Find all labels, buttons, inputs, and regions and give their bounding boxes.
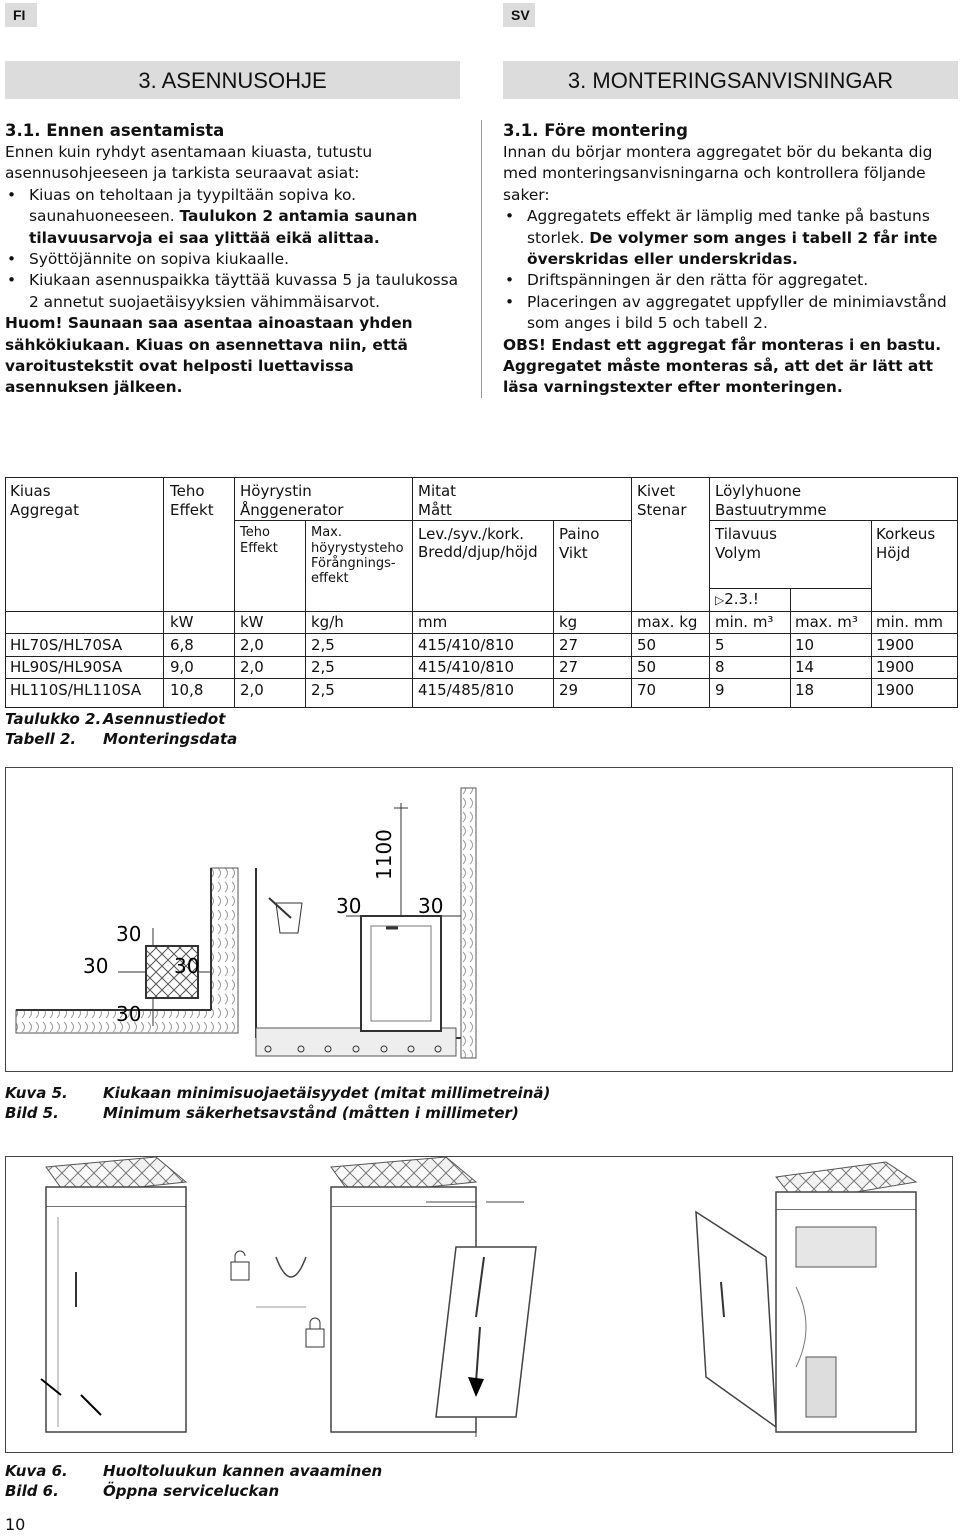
table-header: Volym	[715, 544, 761, 562]
table-header: Bredd/djup/höjd	[418, 543, 538, 561]
top-view	[16, 868, 238, 1033]
distance-label: 30	[83, 954, 109, 978]
table-cell: HL70S/HL70SA	[10, 636, 123, 654]
table-gridline	[709, 588, 871, 589]
unit-label: kg/h	[311, 613, 344, 631]
bullet-text: Kiukaan asennuspaikka täyttää kuvassa 5 ja taulukossa 2 annetut suojaetäisyyksien vähimmäisarvot.	[29, 271, 459, 311]
intro-fi: Ennen kuin ryhdyt asentamaan kiuasta, tutustu asennusohjeeseen ja tarkista seuraavat asiat:	[5, 143, 373, 183]
table-cell: 18	[795, 681, 815, 699]
table-gridline	[412, 477, 413, 708]
table-cell: HL110S/HL110SA	[10, 681, 142, 699]
table-border	[957, 477, 958, 708]
note-label: OBS!	[503, 335, 546, 354]
table-cell: 415/410/810	[418, 636, 514, 654]
language-tab-fi: FI	[5, 3, 37, 27]
table-gridline	[631, 477, 632, 708]
list-item	[5, 270, 461, 313]
note-text: Endast ett aggregat får monteras i en bastu.	[545, 335, 942, 354]
caption-text: Monteringsdata	[103, 730, 238, 748]
caption-number: Taulukko 2.	[5, 710, 102, 728]
control-unit	[796, 1227, 876, 1267]
table-cell: 27	[559, 636, 579, 654]
heater-internal	[776, 1162, 916, 1432]
unlock-icon	[231, 1262, 249, 1280]
bullet-text: Kiuas on teholtaan ja tyypiltään sopiva ko. saunahuoneeseen.	[29, 185, 357, 226]
table-cell: 5	[715, 636, 725, 654]
table-header: Bastuutrymme	[715, 501, 827, 519]
table-gridline	[871, 520, 872, 708]
table-gridline	[5, 611, 958, 612]
caption-text: Öppna serviceluckan	[103, 1482, 280, 1500]
table-header: Mått	[418, 501, 452, 519]
figure-5-safety-distances	[5, 767, 953, 1072]
reference-mark	[715, 590, 759, 610]
unit-label: kW	[170, 613, 194, 631]
heading-sv: 3.1. Före montering	[503, 121, 688, 140]
caption-text: Huoltoluukun kannen avaaminen	[103, 1462, 383, 1480]
list-item	[503, 206, 959, 270]
table-gridline	[234, 477, 235, 708]
table-cell: 415/485/810	[418, 681, 514, 699]
table-cell: 2,0	[240, 636, 264, 654]
detached-panel	[696, 1212, 776, 1427]
figure-6-service-hatch	[5, 1156, 953, 1453]
table-gridline	[709, 477, 710, 708]
table-border	[5, 707, 958, 708]
distance-label: 30	[418, 894, 444, 918]
table-header: Ånggenerator	[240, 501, 344, 519]
unit-label: kW	[240, 613, 264, 631]
table-cell: 415/410/810	[418, 658, 514, 676]
note-text: Aggregatet måste monteras så, att det är lätt att läsa varningstexter efter monteringen.	[503, 357, 934, 397]
table-cell: 1900	[876, 636, 915, 654]
installation-data-table	[5, 477, 958, 708]
table-gridline	[5, 633, 958, 634]
table-cell: 2,0	[240, 681, 264, 699]
caption-text: Kiukaan minimisuojaetäisyydet (mitat millimetreinä)	[103, 1084, 551, 1102]
unit-label: min. m³	[715, 613, 774, 631]
table-gridline	[553, 520, 554, 708]
unit-label: min. mm	[876, 613, 944, 631]
unit-label: kg	[559, 613, 578, 631]
caption-number: Kuva 6.	[5, 1462, 68, 1480]
note-text: Kiuas on asennettava niin, että varoitustekstit ovat helposti luettavissa asennuksen jälkeen.	[5, 335, 408, 397]
caption-number: Kuva 5.	[5, 1084, 68, 1102]
bullet-text: Aggregatets effekt är lämplig med tanke på bastuns storlek.	[527, 207, 930, 247]
table-gridline	[234, 520, 631, 521]
unit-label: max. kg	[637, 613, 698, 631]
table-cell: 2,5	[311, 636, 335, 654]
distance-label: 30	[116, 1002, 142, 1026]
table-gridline	[709, 520, 958, 521]
figure-5-caption-fi	[5, 1084, 550, 1103]
list-item	[503, 270, 959, 291]
table-header: Höyrystin	[240, 482, 312, 500]
table-cell: 1900	[876, 681, 915, 699]
checklist-sv	[503, 206, 959, 334]
table-header: Korkeus	[876, 525, 936, 543]
table-caption-sv	[5, 730, 237, 749]
table-header: Vikt	[559, 544, 588, 562]
note-text: Saunaan saa asentaa ainoastaan yhden sähkökiukaan.	[5, 314, 413, 354]
table-gridline	[5, 678, 958, 679]
table-gridline	[163, 477, 164, 708]
list-item	[5, 249, 461, 270]
table-cell: HL90S/HL90SA	[10, 658, 123, 676]
distance-label: 1100	[372, 829, 396, 880]
service-hatch-diagram	[6, 1157, 952, 1452]
unit-label: mm	[418, 613, 448, 631]
reference-text: 2.3.!	[724, 590, 759, 608]
bullet-bold-text: De volymer som anges i tabell 2 får inte överskridas eller underskridas.	[527, 228, 938, 269]
section-title-fi: 3. ASENNUSOHJE	[5, 61, 460, 99]
caption-text: Minimum säkerhetsavstånd (måtten i millimeter)	[103, 1104, 519, 1122]
table-header: Mitat	[418, 482, 457, 500]
table-gridline	[790, 588, 791, 708]
heater-open	[331, 1157, 536, 1437]
hinge-detail	[231, 1251, 324, 1347]
table-header: Stenar	[637, 501, 687, 519]
table-cell: 29	[559, 681, 579, 699]
triangle-pointer-icon: ▷	[715, 593, 725, 607]
caption-number: Tabell 2.	[5, 730, 77, 748]
water-container	[806, 1357, 836, 1417]
table-cell: 70	[637, 681, 657, 699]
distance-label: 30	[174, 954, 200, 978]
table-header: Kiuas	[10, 482, 51, 500]
checklist-fi	[5, 185, 461, 313]
distance-label: 30	[336, 894, 362, 918]
table-header: Kivet	[637, 482, 675, 500]
table-cell: 9	[715, 681, 725, 699]
list-item	[5, 185, 461, 249]
column-divider	[481, 120, 482, 398]
table-header: Löylyhuone	[715, 482, 802, 500]
table-border	[5, 477, 958, 478]
table-header: Effekt	[240, 541, 278, 556]
table-header: Max.	[311, 525, 343, 540]
table-cell: 10,8	[170, 681, 204, 699]
table-header: höyrystysteho	[311, 541, 404, 556]
distance-label: 30	[116, 922, 142, 946]
table-cell: 2,5	[311, 681, 335, 699]
page-number: 10	[5, 1515, 26, 1534]
table-header: Höjd	[876, 544, 911, 562]
table-cell: 50	[637, 636, 657, 654]
section-title-sv: 3. MONTERINGSANVISNINGAR	[503, 61, 958, 99]
table-gridline	[305, 520, 306, 708]
heater-side-view	[361, 916, 441, 1031]
lock-icon	[306, 1329, 324, 1347]
table-header: Förångnings-	[311, 556, 396, 571]
table-header: Teho	[170, 482, 205, 500]
language-tab-sv: SV	[503, 3, 535, 27]
table-header: Teho	[240, 525, 270, 540]
column-fi	[5, 120, 461, 399]
table-cell: 8	[715, 658, 725, 676]
table-header: Tilavuus	[715, 525, 777, 543]
table-gridline	[5, 656, 958, 657]
table-cell: 27	[559, 658, 579, 676]
caption-number: Bild 6.	[5, 1482, 59, 1500]
table-cell: 2,0	[240, 658, 264, 676]
unit-label: max. m³	[795, 613, 858, 631]
table-cell: 2,5	[311, 658, 335, 676]
bullet-text: Placeringen av aggregatet uppfyller de minimiavstånd som anges i bild 5 och tabell 2.	[527, 292, 947, 333]
table-border	[5, 477, 6, 708]
bullet-bold-text: Taulukon 2 antamia saunan tilavuusarvoja ei saa ylittää eikä alittaa.	[29, 207, 418, 247]
figure-6-caption-sv	[5, 1482, 279, 1501]
table-header: effekt	[311, 571, 349, 586]
table-cell: 1900	[876, 658, 915, 676]
figure-6-caption-fi	[5, 1462, 382, 1481]
note-label: Huom!	[5, 314, 63, 333]
table-cell: 9,0	[170, 658, 194, 676]
note-sv	[503, 335, 959, 399]
table-header: Paino	[559, 525, 600, 543]
column-sv	[503, 120, 959, 399]
table-cell: 50	[637, 658, 657, 676]
intro-sv: Innan du börjar montera aggregatet bör du bekanta dig med monteringsanvisningarna och kontrollera följande saker:	[503, 143, 933, 204]
heading-fi: 3.1. Ennen asentamista	[5, 121, 225, 140]
bullet-text: Syöttöjännite on sopiva kiukaalle.	[29, 250, 290, 269]
table-caption-fi	[5, 710, 225, 729]
caption-number: Bild 5.	[5, 1104, 59, 1122]
table-header: Effekt	[170, 501, 214, 519]
bullet-text: Driftspänningen är den rätta för aggregatet.	[527, 271, 869, 290]
note-fi	[5, 313, 461, 399]
table-cell: 6,8	[170, 636, 194, 654]
caption-text: Asennustiedot	[103, 710, 226, 728]
heater-closed	[41, 1157, 186, 1432]
table-header: Lev./syv./kork.	[418, 525, 525, 543]
safety-distance-diagram	[6, 768, 952, 1071]
table-cell: 14	[795, 658, 815, 676]
figure-5-caption-sv	[5, 1104, 519, 1123]
table-cell: 10	[795, 636, 815, 654]
table-header: Aggregat	[10, 501, 79, 519]
side-view	[256, 768, 476, 1058]
list-item	[503, 292, 959, 335]
